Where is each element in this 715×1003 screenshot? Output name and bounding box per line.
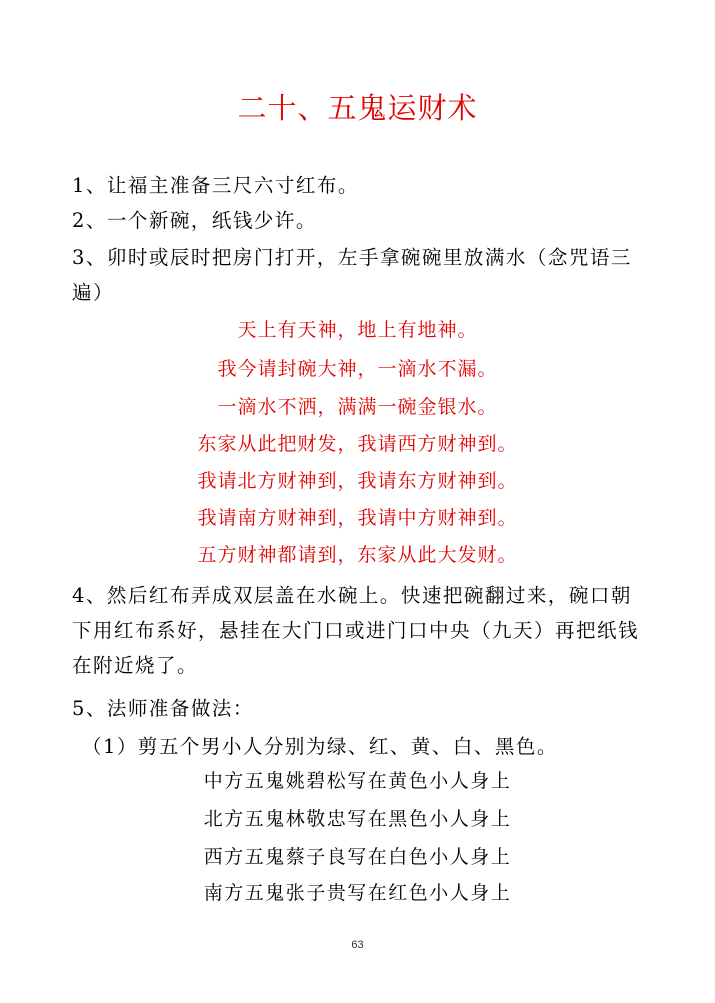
incantation-line: 东家从此把财发，我请西方财神到。 xyxy=(197,433,518,455)
step-5: 5、法师准备做法： xyxy=(72,697,254,720)
page-title: 二十、五鬼运财术 xyxy=(237,91,478,125)
sub-step-1: （1）剪五个男小人分别为绿、红、黄、白、黑色。 xyxy=(82,735,558,758)
step-4: 4、然后红布弄成双层盖在水碗上。快速把碗翻过来，碗口朝下用红布系好，悬挂在大门口或进门口中央（九天）再把纸钱在附近烧了。 xyxy=(72,584,640,677)
incantation-line: 一滴水不洒，满满一碗金银水。 xyxy=(217,396,498,418)
step-2: 2、一个新碗，纸钱少许。 xyxy=(72,209,317,232)
incantation-line: 我请北方财神到，我请东方财神到。 xyxy=(197,470,518,492)
incantation-line: 天上有天神，地上有地神。 xyxy=(237,319,478,341)
name-line: 北方五鬼林敬忠写在黑色小人身上 xyxy=(203,808,512,830)
incantation-line: 我今请封碗大神，一滴水不漏。 xyxy=(217,358,498,380)
page-number: 63 xyxy=(351,939,364,951)
step-1: 1、让福主准备三尺六寸红布。 xyxy=(72,174,359,197)
name-line: 中方五鬼姚碧松写在黄色小人身上 xyxy=(203,770,512,792)
incantation-line: 五方财神都请到，东家从此大发财。 xyxy=(197,544,518,566)
name-line: 南方五鬼张子贵写在红色小人身上 xyxy=(203,882,512,904)
incantation-line: 我请南方财神到，我请中方财神到。 xyxy=(197,507,518,529)
step-3: 3、卯时或辰时把房门打开，左手拿碗碗里放满水（念咒语三遍） xyxy=(72,246,632,304)
name-line: 西方五鬼蔡子良写在白色小人身上 xyxy=(203,846,512,868)
